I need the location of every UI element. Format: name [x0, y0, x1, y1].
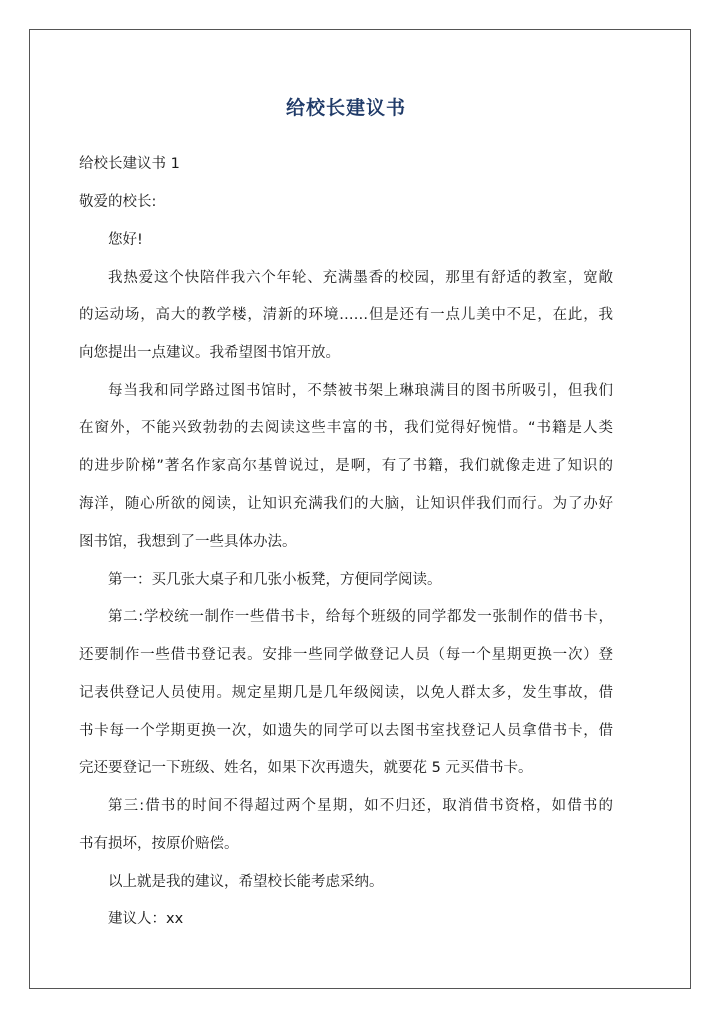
document-title: 给校长建议书: [285, 97, 406, 119]
closing-line: 以上就是我的建议，希望校长能考虑采纳。: [108, 874, 384, 890]
greeting: 您好!: [108, 232, 143, 248]
paragraph-line: 向您提出一点建议。我希望图书馆开放。: [79, 345, 340, 361]
paragraph-line: 的进步阶梯”著名作家高尔基曾说过，是啊，有了书籍，我们就像走进了知识的: [79, 458, 613, 474]
paragraph-line: 书卡每一个学期更换一次，如遗失的同学可以去图书室找登记人员拿借书卡，借: [79, 723, 613, 739]
paragraph-line: 还要制作一些借书登记表。安排一些同学做登记人员（每一个星期更换一次）登: [79, 647, 613, 663]
point-one: 第一：买几张大桌子和几张小板凳，方便同学阅读。: [108, 572, 442, 588]
document-subtitle: 给校长建议书 1: [79, 156, 180, 172]
salutation: 敬爱的校长:: [79, 194, 157, 210]
paragraph-line: 书有损坏，按原价赔偿。: [79, 836, 239, 852]
paragraph-line: 的运动场，高大的教学楼，清新的环境……但是还有一点儿美中不足，在此，我: [79, 307, 613, 323]
paragraph-line: 每当我和同学路过图书馆时，不禁被书架上琳琅满目的图书所吸引，但我们: [108, 383, 613, 399]
paragraph-line: 海洋，随心所欲的阅读，让知识充满我们的大脑，让知识伴我们而行。为了办好: [79, 496, 613, 512]
paragraph-line: 图书馆，我想到了一些具体办法。: [79, 534, 297, 550]
paragraph-line: 完还要登记一下班级、姓名，如果下次再遗失，就要花 5 元买借书卡。: [79, 760, 533, 776]
paragraph-line: 第三:借书的时间不得超过两个星期，如不归还，取消借书资格，如借书的: [108, 798, 613, 814]
paragraph-line: 我热爱这个快陪伴我六个年轮、充满墨香的校园，那里有舒适的教室，宽敞: [108, 270, 613, 286]
signature: 建议人：xx: [108, 911, 184, 927]
paragraph-line: 第二:学校统一制作一些借书卡，给每个班级的同学都发一张制作的借书卡，: [108, 609, 613, 625]
paragraph-line: 记表供登记人员使用。规定星期几是几年级阅读，以免人群太多，发生事故，借: [79, 685, 613, 701]
paragraph-line: 在窗外，不能兴致勃勃的去阅读这些丰富的书，我们觉得好惋惜。“书籍是人类: [79, 420, 613, 436]
